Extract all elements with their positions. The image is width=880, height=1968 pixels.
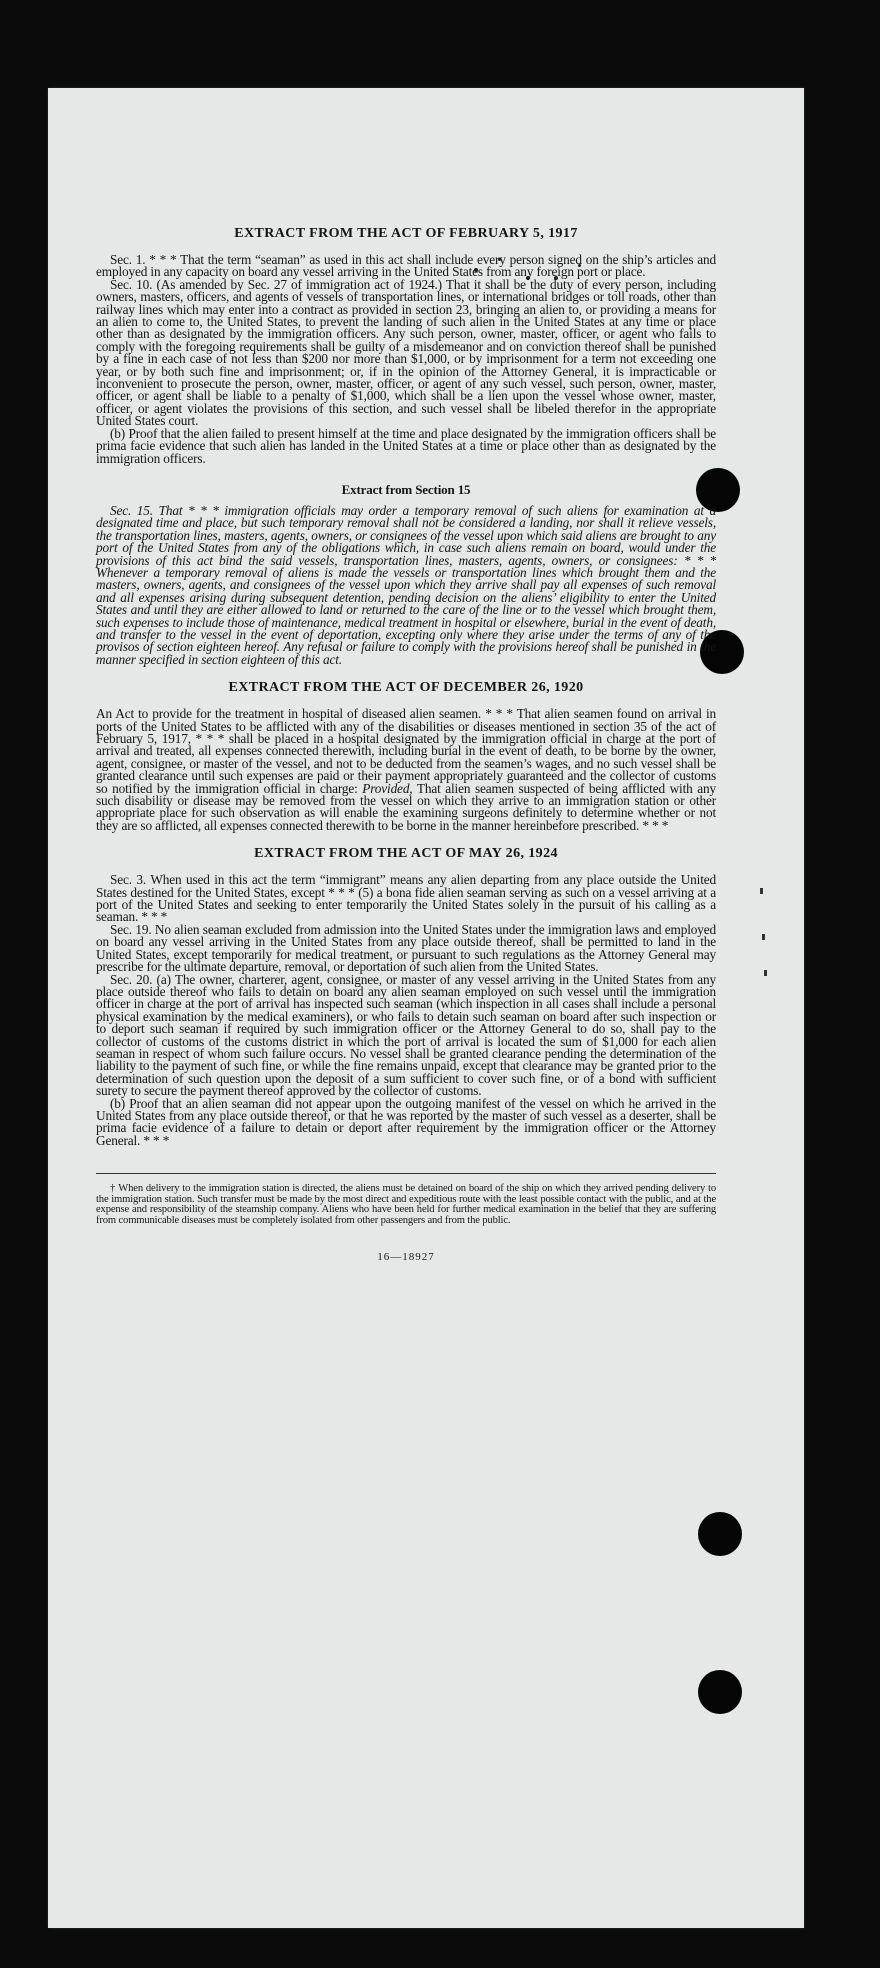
heading-act-dec-1920: EXTRACT FROM THE ACT OF DECEMBER 26, 1920	[228, 680, 584, 696]
footnote-divider	[96, 1173, 716, 1174]
edge-mark	[764, 970, 767, 976]
edge-mark	[762, 934, 765, 940]
paragraph-sec20a: Sec. 20. (a) The owner, charterer, agent, consignee, or master of any vessel arriving in the United States from any place outside thereof who fails to detain on board any alien seaman employed on such vessel until the immigration officer in charge at the port of arrival has inspected such seaman (which inspection in all cases shall include a personal physical examination by the medical examiners), or who fails to detain such seaman on board after such inspection or to deport such seaman if required by such immigration officer or the Attorney General to do so, shall pay to the collector of customs of the customs district in which the port of arrival is located the sum of $1,000 for each alien seaman in respect of whom such failure occurs. No vessel shall be granted clearance pending the determination of the liability to the payment of such fine, or while the fine remains unpaid, except that clearance may be granted prior to the determination of such question upon the deposit of a sum sufficient to cover such fine, or of a bond with sufficient surety to secure the payment thereof approved by the collector of customs.	[96, 971, 716, 1099]
punch-hole	[698, 1670, 742, 1714]
paragraph-sec10: Sec. 10. (As amended by Sec. 27 of immigration act of 1924.) That it shall be the duty of every person, including owners, masters, officers, and agents of vessels of transportation lines, or international bridges or toll roads, other than railway lines which may enter into a contract as provided in section 23, bringing an alien to, or providing a means for an alien to come to, the United States, to prevent the landing of such alien in the United States at any time or place other than as designated by the immigration officers. Any such person, owner, master, officer, or agent who fails to comply with the foregoing requirements shall be guilty of a misdemeanor and on conviction thereof shall be punished by a fine in each case of not less than $200 nor more than $1,000, or by imprisonment for a term not exceeding one year, or by both such fine and imprisonment; or, if in the opinion of the Attorney General, it is impracticable or inconvenient to prosecute the person, owner, master, officer, or agent of any such vessel, such person, owner, master, officer, or agent shall be liable to a penalty of $1,000, which shall be a lien upon the vessel whose owner, master, officer, or agent violates the provisions of this section, and such vessel shall be libeled therefor in the appropriate United States court.	[96, 276, 716, 429]
heading-act-feb-1917: EXTRACT FROM THE ACT OF FEBRUARY 5, 1917	[234, 226, 578, 241]
document-text	[96, 226, 716, 1263]
page-number: 16—18927	[377, 1250, 435, 1263]
paragraph-sec15: Sec. 15. That * * * immigration officials may order a temporary removal of such aliens for examination at a designated time and place, but such temporary removal shall not be considered a landing, nor shall it relieve vessels, the transportation lines, masters, agents, owners, or consignees of the vessel upon which said aliens are brought to any port of the United States from any of the obligations which, in case such aliens remain on board, would under the provisions of this act bind the said vessels, transportation lines, masters, agents, owners, or consignees: * * * Whenever a temporary removal of aliens is made the vessels or transportation lines which brought them and the masters, owners, agents, and consignees of the vessel upon which they arrive shall pay all expenses of such removal and all expenses arising during subsequent detention, pending decision on the aliens’ eligibility to enter the United States and until they are either allowed to land or returned to the care of the line or to the vessel which brought them, such expenses to include those of maintenance, medical treatment in hospital or elsewhere, burial in the event of death, and transfer to the vessel in the event of deportation, excepting only where they arise under the terms of any of the provisos of section eighteen hereof. Any refusal or failure to comply with the provisions hereof shall be punished in the manner specified in section eighteen of this act.	[96, 502, 716, 667]
footnote: † When delivery to the immigration station is directed, the aliens must be detained on board of the ship on which they arrived pending delivery to the immigration station. Such transfer must be made by the most direct and expeditious route with the least possible contact with the public, and at the expense and responsibility of the steamship company. Aliens who have been held for further medical examination in the belief that they are suffering from communicable diseases must be completely isolated from other passengers and from the public.	[96, 1183, 716, 1226]
heading-act-may-1924: EXTRACT FROM THE ACT OF MAY 26, 1924	[254, 846, 558, 862]
paragraph-act-1920: An Act to provide for the treatment in hospital of diseased alien seamen. * * * That alien seamen found on arrival in ports of the United States to be afflicted with any of the disabilities or diseases mentioned in section 35 of the act of February 5, 1917, * * * shall be placed in a hospital designated by the immigration official in charge at the port of arrival and treated, all expenses connected therewith, including burial in the event of death, to be borne by the owner, agent, consignee, or master of the vessel, and not to be deducted from the seamen’s wages, and no such vessel shall be granted clearance until such expenses are paid or their payment appropriately guaranteed and the collector of customs so notified by the immigration official in charge: Provided, That alien seamen suspected of being afflicted with any such disability or disease may be removed from the vessel on which they arrive to an immigration station or other appropriate place for such observation as will enable the examining surgeons definitely to determine whether or not they are so afflicted, all expenses connected therewith to be borne in the manner hereinbefore prescribed. * * *	[96, 706, 716, 833]
heading-section-15: Extract from Section 15	[341, 481, 471, 497]
punch-hole	[698, 1512, 742, 1556]
paragraph-sec20b: (b) Proof that an alien seaman did not appear upon the outgoing manifest of the vessel on which he arrived in the United States from any place outside thereof, or that he was reported by the master of such vessel as a deserter, shall be prima facie evidence of a failure to detain or deport after requirement by the immigration officer or the Attorney General. * * *	[96, 1095, 716, 1148]
paragraph-sec3: Sec. 3. When used in this act the term “immigrant” means any alien departing from any place outside the United States destined for the United States, except * * * (5) a bona fide alien seaman serving as such on a vessel arriving at a port of the United States and seeking to enter temporarily the United States solely in the pursuit of his calling as a seaman. * * *	[96, 872, 716, 925]
paragraph-sec19: Sec. 19. No alien seaman excluded from admission into the United States under the immigration laws and employed on board any vessel arriving in the United States from any place outside thereof, shall be permitted to land in the United States, except temporarily for medical treatment, or pursuant to such regulations as the Attorney General may prescribe for the ultimate departure, removal, or deportation of such alien from the United States.	[96, 921, 716, 975]
edge-mark	[760, 888, 763, 894]
paragraph-sec1: Sec. 1. * * * That the term “seaman” as used in this act shall include every person signed on the ship’s articles and employed in any capacity on board any vessel arriving in the United States from any foreign port or place.	[96, 252, 716, 280]
paragraph-sec10b: (b) Proof that the alien failed to present himself at the time and place designated by the immigration officers shall be prima facie evidence that such alien has landed in the United States at a time or place other than as designated by the immigration officers.	[96, 425, 716, 466]
